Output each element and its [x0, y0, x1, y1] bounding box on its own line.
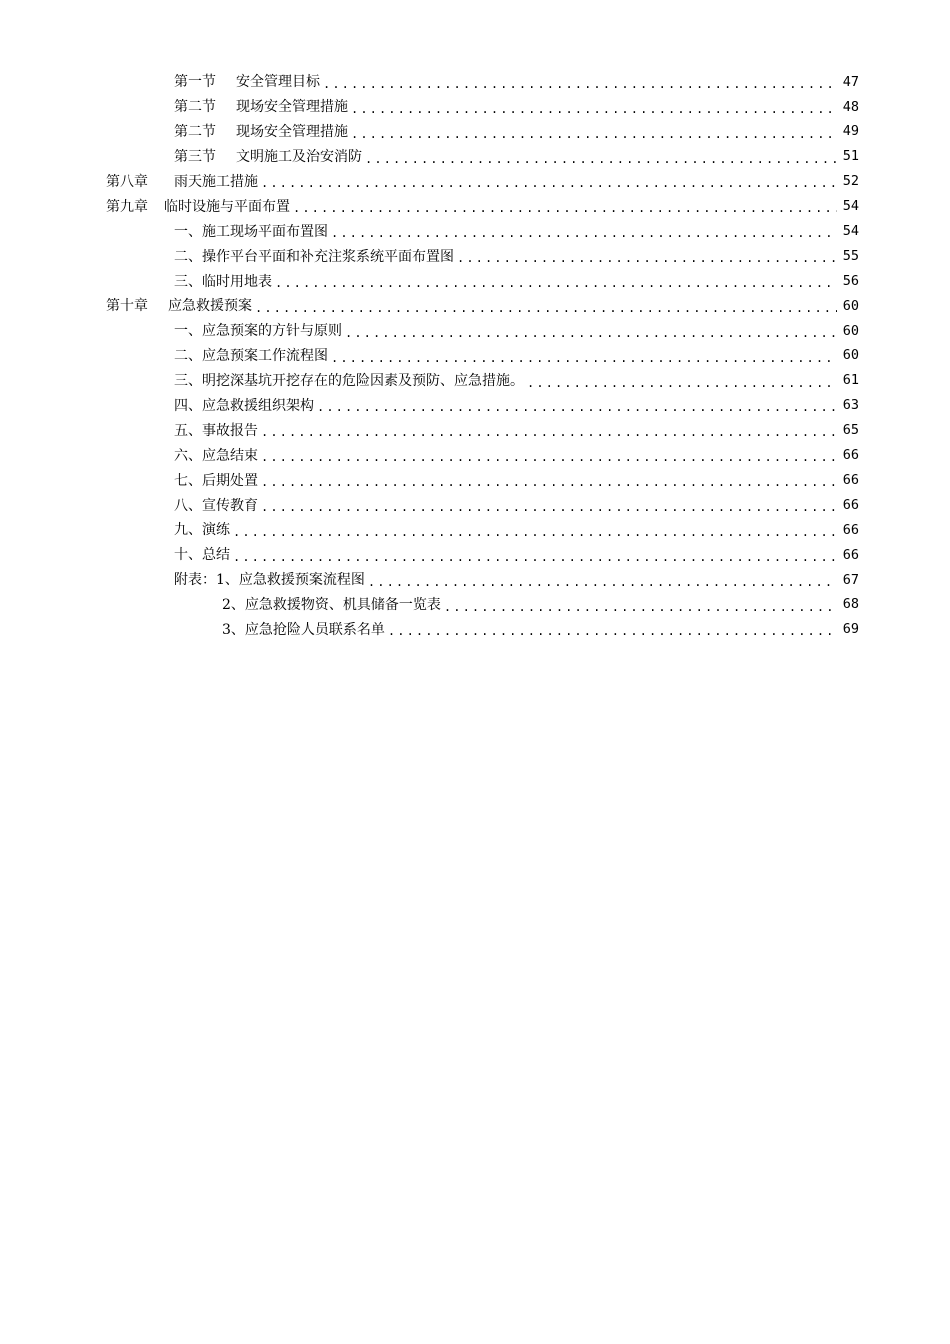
- toc-entry[interactable]: [0, 344, 950, 369]
- toc-entry-label: [174, 474, 259, 488]
- toc-entry-page: 66: [842, 496, 859, 513]
- toc-entry-label: [174, 424, 259, 438]
- toc-entry-prefix: 第二节: [174, 99, 216, 116]
- toc-leader-dots: [388, 625, 837, 642]
- toc-leader-dots: [261, 476, 837, 493]
- toc-entry-page: 63: [842, 397, 859, 414]
- toc-entry-label: [222, 623, 386, 637]
- toc-entry-label: [174, 275, 273, 289]
- toc-entry-page: 68: [842, 596, 859, 613]
- toc-leader-dots: [351, 128, 837, 145]
- toc-entry-prefix: 第一节: [174, 74, 216, 91]
- toc-entry[interactable]: [0, 319, 950, 344]
- toc-entry-label: [106, 175, 259, 189]
- toc-entry-label: [174, 225, 329, 239]
- toc-leader-dots: [444, 601, 837, 618]
- toc-entry-label: [174, 75, 321, 89]
- toc-entry-title: 附表：1、应急救援预案流程图: [174, 572, 365, 589]
- toc-entry-label: [174, 100, 349, 114]
- toc-entry[interactable]: [0, 543, 950, 568]
- toc-entry-prefix: 第九章: [106, 198, 148, 215]
- toc-entry-page: 52: [842, 173, 859, 190]
- toc-entry-label: [222, 598, 442, 612]
- toc-entry[interactable]: [0, 418, 950, 443]
- toc-entry-page: 55: [842, 247, 859, 264]
- toc-entry-title: 八、宣传教育: [174, 497, 258, 514]
- toc-entry-title: 现场安全管理措施: [236, 99, 348, 116]
- toc-entry-page: 66: [842, 546, 859, 563]
- toc-entry-prefix: 第三节: [174, 149, 216, 166]
- toc-entry[interactable]: [0, 269, 950, 294]
- toc-entry-title: 2、应急救援物资、机具储备一览表: [222, 597, 441, 614]
- toc-entry-title: 三、临时用地表: [174, 273, 272, 290]
- toc-entry-title: 三、明挖深基坑开挖存在的危险因素及预防、应急措施。: [174, 373, 524, 390]
- toc-leader-dots: [365, 153, 837, 170]
- toc-entry[interactable]: [0, 244, 950, 269]
- toc-entry-page: 60: [842, 322, 859, 339]
- toc-entry[interactable]: [0, 394, 950, 419]
- toc-entry-title: 六、应急结束: [174, 447, 258, 464]
- toc-entry-title: 安全管理目标: [236, 74, 320, 91]
- toc-entry-page: 54: [842, 198, 859, 215]
- toc-entry-title: 一、施工现场平面布置图: [174, 223, 328, 240]
- toc-entry[interactable]: [0, 443, 950, 468]
- toc-leader-dots: [275, 277, 837, 294]
- toc-entry-page: 69: [842, 621, 859, 638]
- toc-entry-page: 60: [842, 297, 859, 314]
- toc-leader-dots: [293, 202, 837, 219]
- toc-entry[interactable]: [0, 568, 950, 593]
- toc-leader-dots: [261, 451, 837, 468]
- toc-entry[interactable]: [0, 145, 950, 170]
- toc-entry-label: [174, 349, 329, 363]
- toc-entry-page: 66: [842, 521, 859, 538]
- toc-leader-dots: [351, 103, 837, 120]
- toc-leader-dots: [255, 302, 837, 319]
- toc-entry-page: 49: [842, 123, 859, 140]
- toc-entry-page: 60: [842, 347, 859, 364]
- toc-entry[interactable]: [0, 120, 950, 145]
- toc-entry-title: 临时设施与平面布置: [164, 198, 290, 215]
- toc-leader-dots: [368, 576, 837, 593]
- toc-entry-page: 56: [842, 272, 859, 289]
- toc-entry-label: [174, 449, 259, 463]
- toc-entry-title: 一、应急预案的方针与原则: [174, 323, 342, 340]
- toc-entry[interactable]: [0, 468, 950, 493]
- toc-leader-dots: [317, 401, 837, 418]
- toc-entry-prefix: 第八章: [106, 174, 148, 190]
- toc-entry-page: 66: [842, 447, 859, 464]
- toc-entry-label: [174, 150, 363, 164]
- toc-leader-dots: [261, 426, 837, 443]
- toc-entry-label: [174, 499, 259, 513]
- toc-entry-label: [106, 200, 291, 214]
- toc-entry[interactable]: [0, 170, 950, 195]
- toc-entry-label: [174, 399, 315, 413]
- toc-entry-page: 48: [842, 98, 859, 115]
- toc-entry-title: 应急救援预案: [168, 298, 252, 315]
- toc-entry[interactable]: [0, 493, 950, 518]
- toc-entry-label: [174, 374, 525, 388]
- toc-entry-page: 61: [842, 372, 859, 389]
- toc-entry-page: 66: [842, 471, 859, 488]
- toc-entry[interactable]: [0, 593, 950, 618]
- toc-entry-title: 七、后期处置: [174, 472, 258, 489]
- toc-entry-page: 47: [842, 73, 859, 90]
- toc-entry-title: 二、操作平台平面和补充注浆系统平面布置图: [174, 248, 454, 265]
- toc-entry-title: 3、应急抢险人员联系名单: [222, 622, 385, 639]
- toc-entry-title: 四、应急救援组织架构: [174, 398, 314, 415]
- toc-entry[interactable]: [0, 618, 950, 643]
- toc-entry-title: 九、演练: [174, 522, 230, 539]
- toc-entry-title: 十、总结: [174, 547, 230, 564]
- toc-entry-label: [174, 523, 231, 537]
- toc-entry[interactable]: [0, 95, 950, 120]
- toc-leader-dots: [457, 252, 837, 269]
- toc-leader-dots: [331, 352, 837, 369]
- toc-entry-label: [106, 299, 253, 313]
- toc-entry-label: [174, 548, 231, 562]
- toc-entry[interactable]: [0, 194, 950, 219]
- toc-entry-page: 54: [842, 223, 859, 240]
- toc-entry-page: 67: [842, 571, 859, 588]
- toc-entry-title: 现场安全管理措施: [236, 124, 348, 141]
- toc-entry[interactable]: [0, 294, 950, 319]
- toc-leader-dots: [233, 551, 837, 568]
- toc-leader-dots: [261, 501, 837, 518]
- toc-leader-dots: [261, 177, 837, 194]
- toc-entry-page: 51: [842, 148, 859, 165]
- toc-entry-prefix: 第十章: [106, 298, 148, 315]
- toc-leader-dots: [527, 377, 837, 394]
- toc-entry-title: 雨天施工措施: [174, 174, 258, 190]
- toc-entry[interactable]: [0, 219, 950, 244]
- toc-entry-title: 五、事故报告: [174, 422, 258, 439]
- toc-entry-label: [174, 573, 366, 587]
- toc-entry-page: 65: [842, 422, 859, 439]
- toc-entry-title: 二、应急预案工作流程图: [174, 348, 328, 365]
- table-of-contents: [0, 70, 950, 642]
- toc-leader-dots: [323, 78, 837, 95]
- toc-leader-dots: [233, 526, 837, 543]
- toc-entry-label: [174, 125, 349, 139]
- toc-entry[interactable]: [0, 70, 950, 95]
- toc-entry[interactable]: [0, 518, 950, 543]
- toc-leader-dots: [345, 327, 837, 344]
- toc-entry-prefix: 第二节: [174, 124, 216, 141]
- toc-entry-title: 文明施工及治安消防: [236, 149, 362, 166]
- toc-entry-label: [174, 250, 455, 264]
- toc-leader-dots: [331, 227, 837, 244]
- toc-entry-label: [174, 324, 343, 338]
- toc-entry[interactable]: [0, 369, 950, 394]
